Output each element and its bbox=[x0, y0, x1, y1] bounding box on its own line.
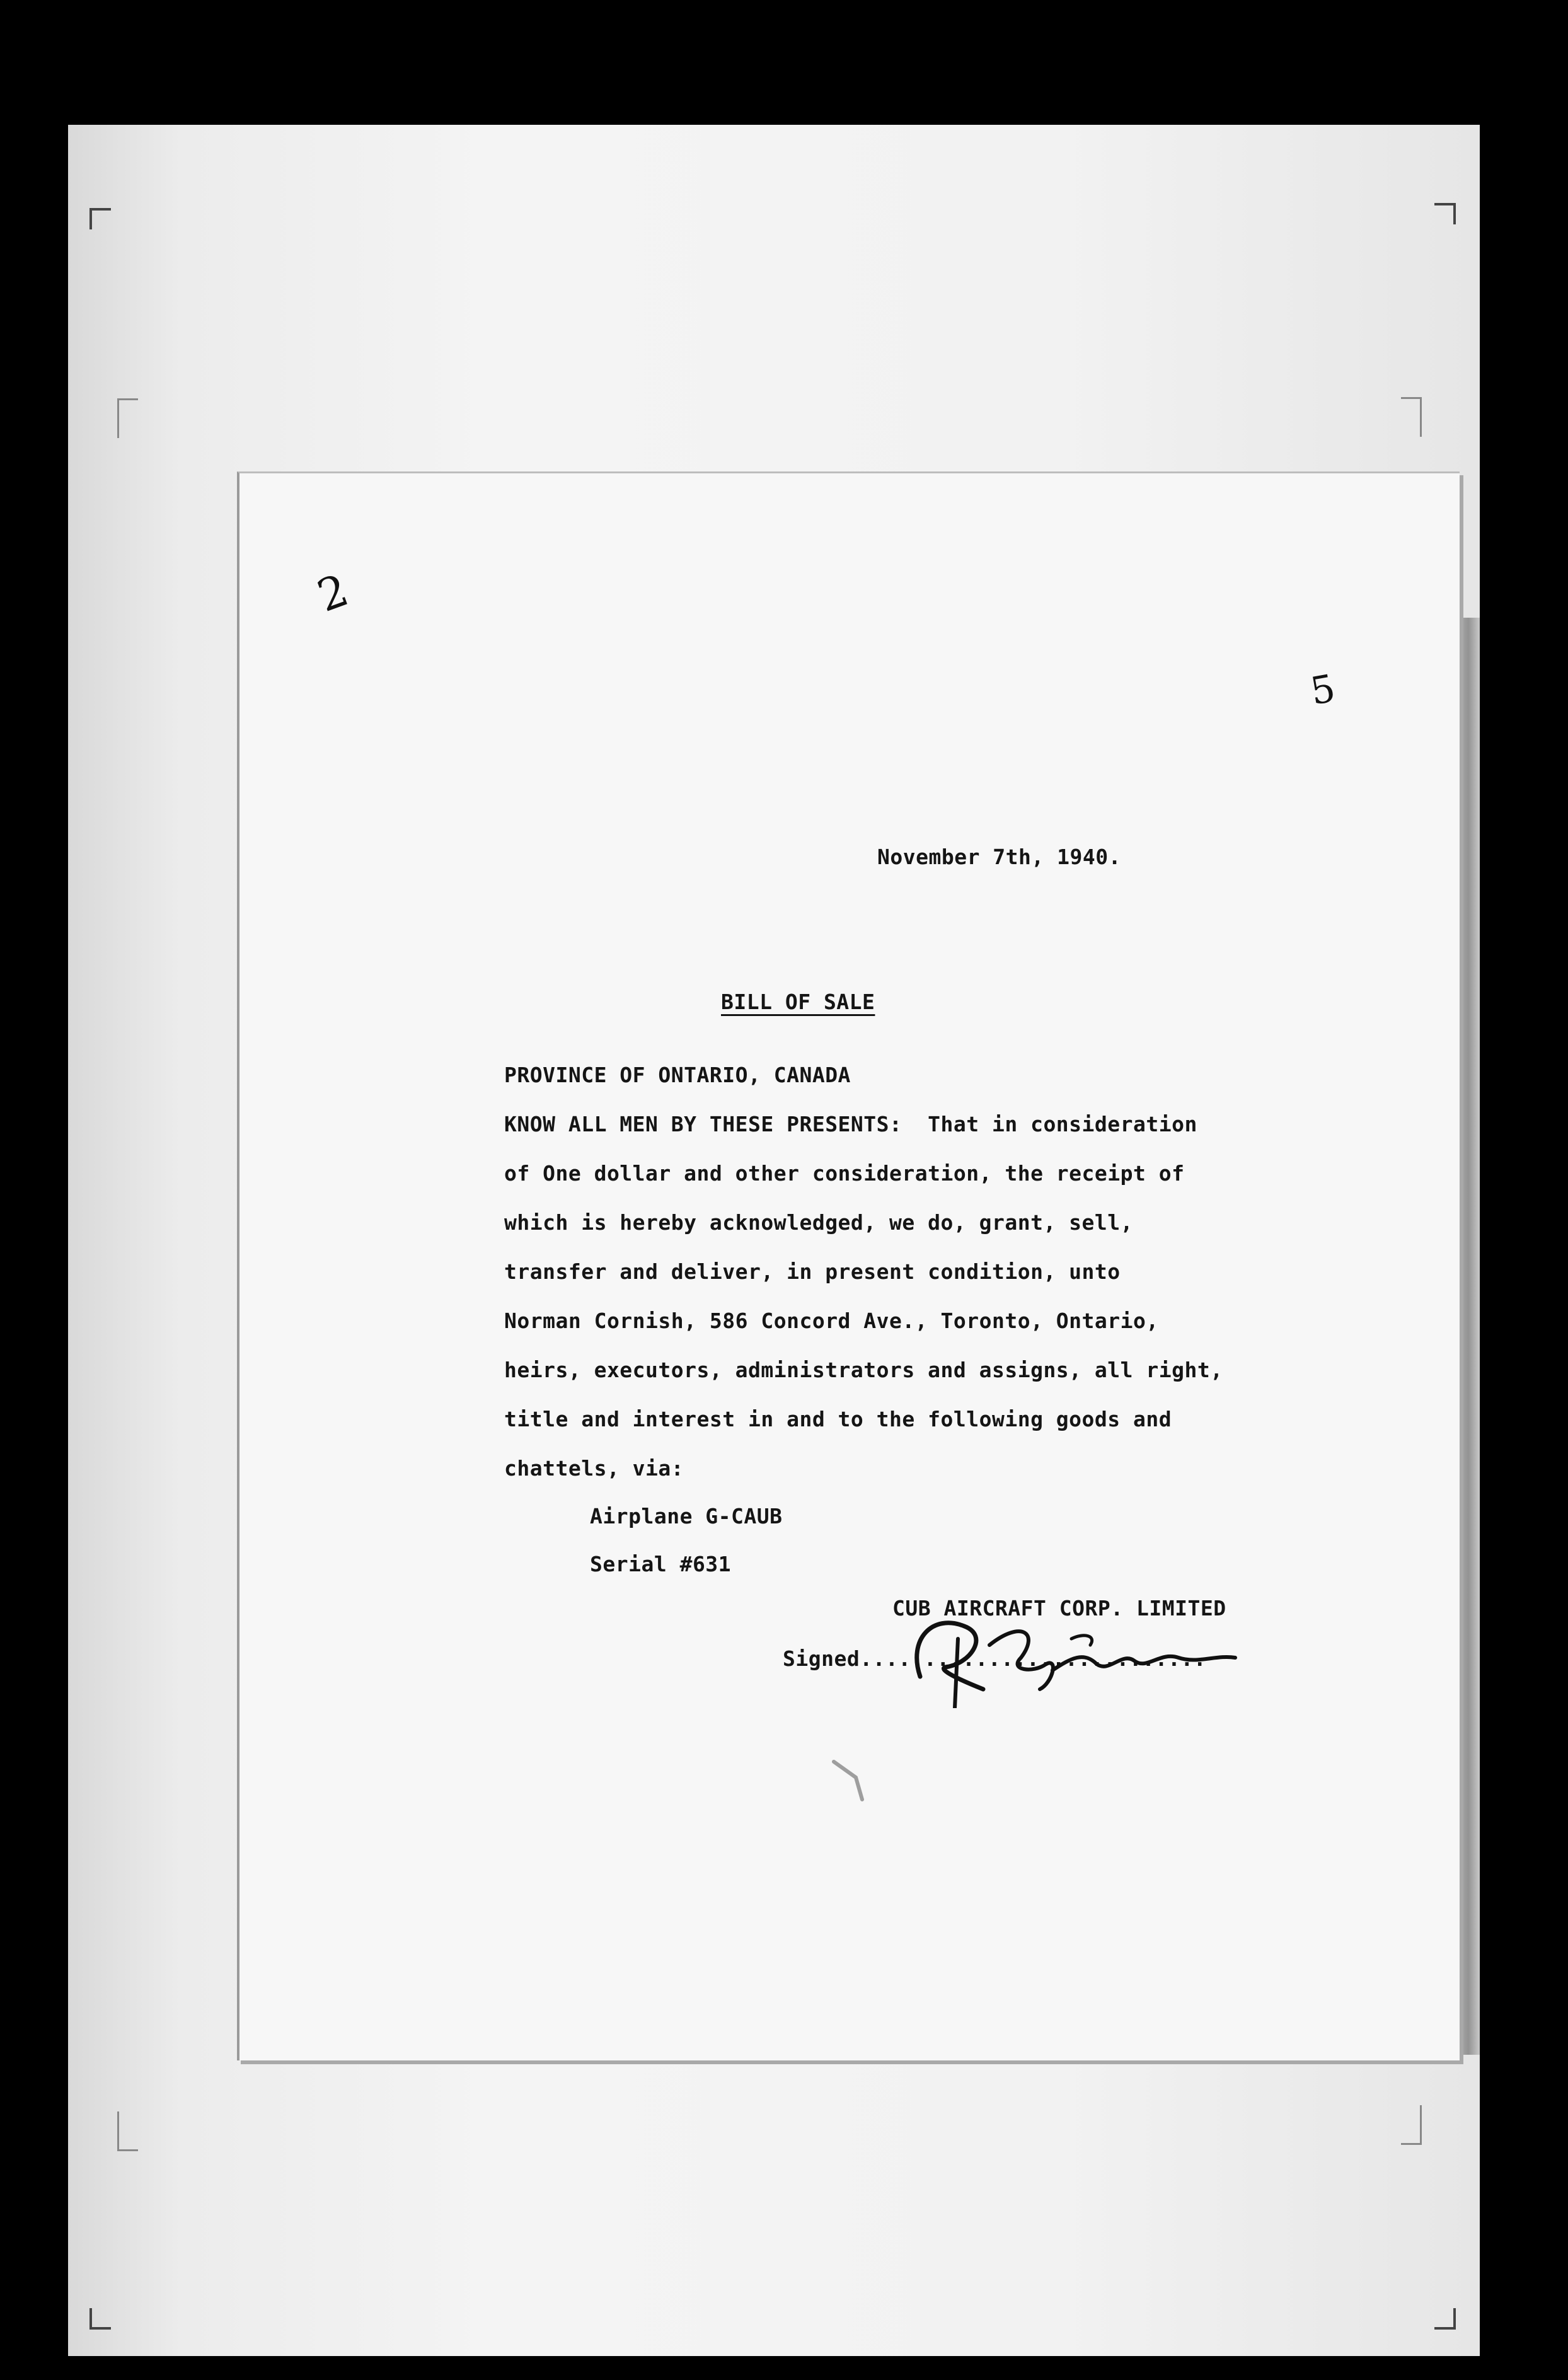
jurisdiction-line: PROVINCE OF ONTARIO, CANADA bbox=[504, 1063, 851, 1087]
document-title: BILL OF SALE bbox=[721, 990, 875, 1014]
body-line-2: of One dollar and other consideration, the receipt of bbox=[504, 1161, 1185, 1186]
body-line-6: heirs, executors, administrators and assigns, all right, bbox=[504, 1358, 1223, 1382]
inner-corner-mark-top-right bbox=[1401, 397, 1422, 437]
signed-line: Signed........................... bbox=[783, 1646, 1207, 1671]
item-line-airplane: Airplane G-CAUB bbox=[590, 1504, 783, 1528]
handwritten-mark-top-right: 5 bbox=[1307, 666, 1339, 714]
corner-mark-bottom-left bbox=[89, 2308, 111, 2330]
company-name: CUB AIRCRAFT CORP. LIMITED bbox=[892, 1596, 1226, 1620]
document-date: November 7th, 1940. bbox=[877, 845, 1121, 869]
body-line-3: which is hereby acknowledged, we do, grant, sell, bbox=[504, 1210, 1134, 1235]
corner-mark-bottom-right bbox=[1434, 2308, 1456, 2330]
body-line-8: chattels, via: bbox=[504, 1456, 684, 1481]
corner-mark-top-left bbox=[89, 208, 111, 229]
inner-corner-mark-bottom-right bbox=[1401, 2105, 1422, 2145]
corner-mark-top-right bbox=[1434, 203, 1456, 224]
body-line-5: Norman Cornish, 586 Concord Ave., Toronto, Ontario, bbox=[504, 1308, 1159, 1333]
handwritten-mark-top-left: 2 bbox=[311, 563, 355, 623]
handwritten-signature bbox=[895, 1601, 1248, 1708]
body-line-1: KNOW ALL MEN BY THESE PRESENTS: That in consideration bbox=[504, 1112, 1197, 1136]
body-line-4: transfer and deliver, in present condition, unto bbox=[504, 1259, 1121, 1284]
body-line-7: title and interest in and to the following goods and bbox=[504, 1407, 1172, 1431]
inner-corner-mark-bottom-left bbox=[117, 2111, 138, 2151]
smudge-mark bbox=[831, 1759, 868, 1803]
item-line-serial: Serial #631 bbox=[590, 1552, 732, 1576]
inner-corner-mark-top-left bbox=[117, 398, 138, 438]
